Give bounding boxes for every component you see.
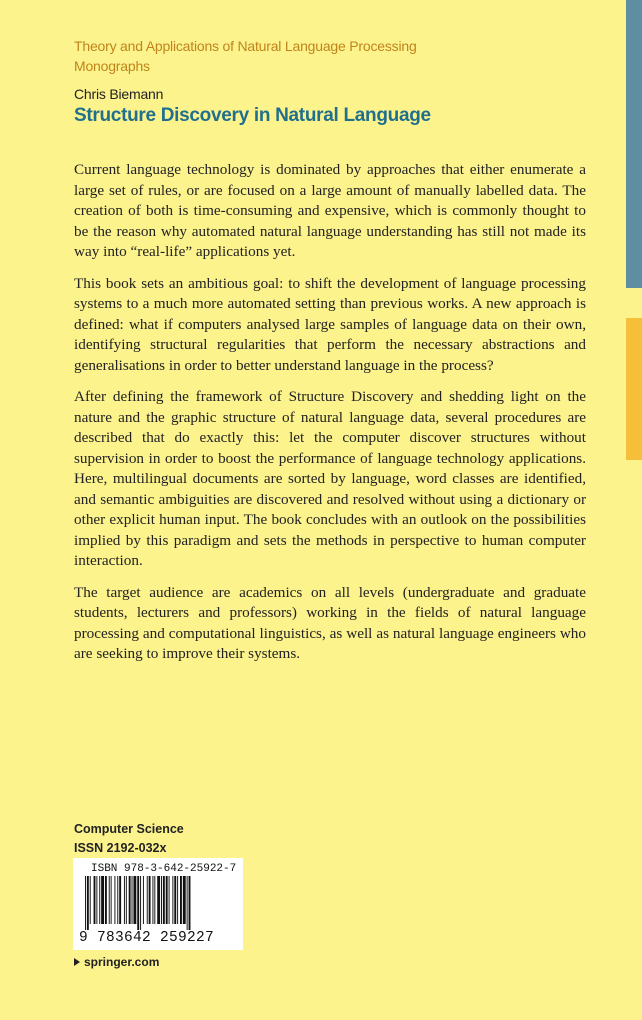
barcode-digits: 9 783642 259227 (79, 930, 215, 946)
blurb-paragraph: This book sets an ambitious goal: to shift the development of language processing systems to a much more automated setting than previous works. A new approach is defined: what if computers analysed large samples of language data on their own, identifying structural regularities that perform the necessary abstractions and generalisations in order to better understand language in the process? (74, 274, 586, 374)
barcode-box (73, 858, 243, 950)
series-heading (74, 36, 417, 76)
series-title: Theory and Applications of Natural Language Processing (74, 38, 417, 54)
blurb-paragraph: After defining the framework of Structure Discovery and shedding light on the nature and the graphic structure of natural language data, several procedures are described that do exactly this: let the computer discover structures without supervision in order to boost the performance of language technology applications. Here, multilingual documents are sorted by language, word classes are identified, and semantic ambiguities are discovered and resolved without using a dictionary or other explicit human input. The book concludes with an outlook on the possibilities implied by this paradigm and sets the methods in perspective to human computer interaction. (74, 388, 586, 569)
author-name: Chris Biemann (74, 86, 164, 102)
issn-label: ISSN 2192-032x (74, 841, 167, 855)
blurb-paragraph: Current language technology is dominated by approaches that either enumerate a large set of rules, or are focused on a large amount of manually labelled data. The creation of both is time-consuming and expensive, which is commonly thought to be the reason why automated natural language understanding has still not made its way into “real-life” applications yet. (74, 161, 586, 260)
publisher-link[interactable] (74, 955, 159, 969)
subject-label: Computer Science (74, 822, 184, 836)
barcode-icon (83, 876, 233, 930)
side-strip-blue (626, 0, 642, 288)
book-title: Structure Discovery in Natural Language (74, 105, 431, 126)
category-block (74, 820, 184, 858)
isbn-label: ISBN 978-3-642-25922-7 (91, 863, 237, 875)
blurb-paragraph: The target audience are academics on all levels (undergraduate and graduate students, lecturers and professors) working in the fields of natural language processing and computational linguistics, as well as natural language engineers who are seeking to improve their systems. (74, 583, 586, 662)
side-strip-orange (626, 318, 642, 460)
back-cover-blurb (74, 160, 586, 676)
arrow-right-icon (74, 958, 80, 966)
publisher-url: springer.com (84, 955, 160, 969)
series-subtitle: Monographs (74, 58, 150, 74)
